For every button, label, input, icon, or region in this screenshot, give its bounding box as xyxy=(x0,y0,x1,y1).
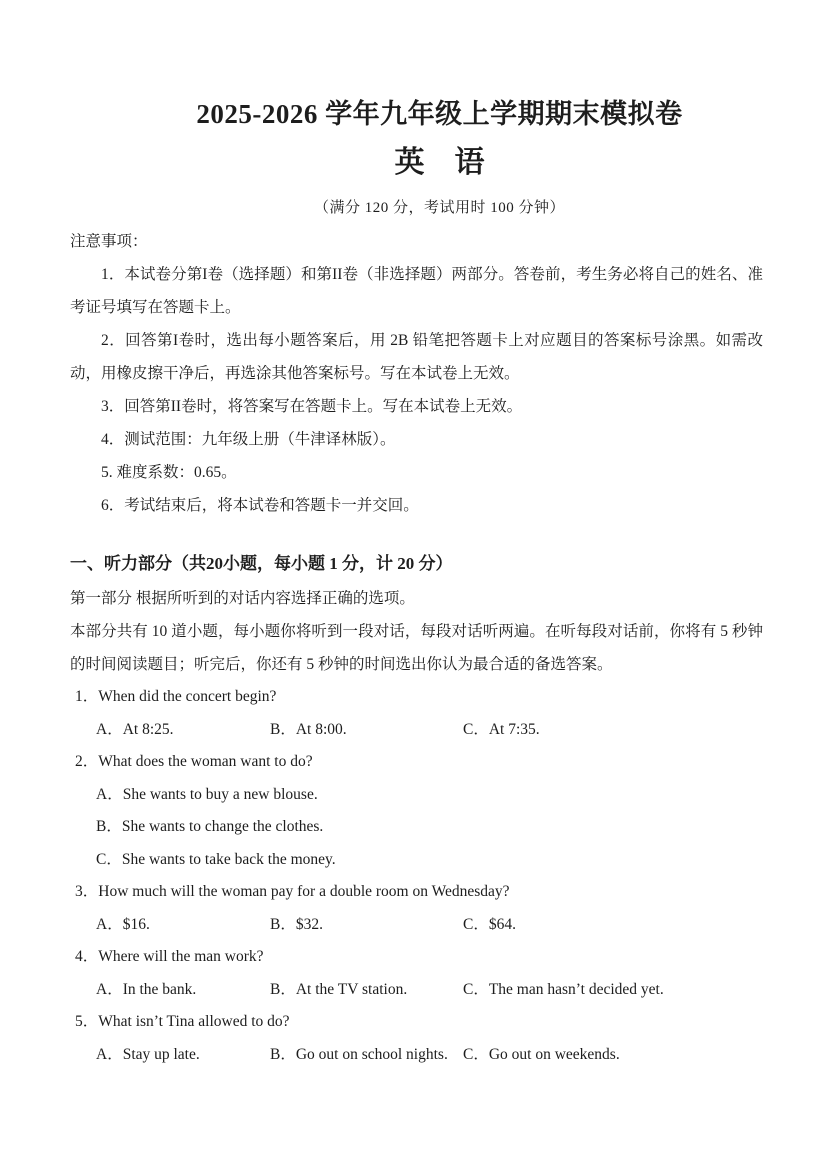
listening-questions xyxy=(70,681,763,1071)
listening-part1-block xyxy=(70,582,763,681)
question-5 xyxy=(70,1006,763,1071)
question-1 xyxy=(70,681,763,746)
listening-part1-heading: 第一部分 根据所听到的对话内容选择正确的选项。 xyxy=(70,590,415,607)
subject-title: 英 语 xyxy=(394,146,485,179)
question-4 xyxy=(70,941,763,1006)
question-1-option-b: B．At 8:00. xyxy=(270,720,347,738)
question-5-option-b: B．Go out on school nights. xyxy=(270,1045,448,1063)
notice-item-6: 6．考试结束后，将本试卷和答题卡一并交回。 xyxy=(101,497,419,514)
question-5-options xyxy=(70,1039,763,1072)
notice-item-5: 5. 难度系数：0.65。 xyxy=(101,464,237,481)
question-4-option-a: A．In the bank. xyxy=(96,980,197,998)
question-2-option-a: A．She wants to buy a new blouse. xyxy=(96,785,318,803)
question-4-text: 4．Where will the man work? xyxy=(75,948,264,965)
notice-item-1: 1．本试卷分第I卷（选择题）和第II卷（非选择题）两部分。答卷前，考生务必将自己的姓名、准考证号填写在答题卡上。 xyxy=(70,266,763,316)
question-2-option-c: C．She wants to take back the money. xyxy=(96,850,336,868)
question-4-options xyxy=(70,974,763,1007)
listening-part1-intro: 本部分共有 10 道小题，每小题你将听到一段对话，每段对话听两遍。在听每段对话前，你将有 5 秒钟的时间阅读题目；听完后，你还有 5 秒钟的时间选出你认为最合适的备选答案。 xyxy=(70,623,763,673)
question-1-text: 1．When did the concert begin? xyxy=(75,688,277,705)
question-4-option-b: B．At the TV station. xyxy=(270,980,408,998)
exam-notices xyxy=(70,225,763,522)
notice-item-3: 3．回答第II卷时，将答案写在答题卡上。写在本试卷上无效。 xyxy=(101,398,523,415)
paper-title: 2025-2026 学年九年级上学期期末模拟卷 xyxy=(196,99,683,129)
question-2-option-b: B．She wants to change the clothes. xyxy=(96,818,324,835)
paper-header xyxy=(116,100,763,217)
question-3-option-b: B．$32. xyxy=(270,915,323,933)
notice-item-2: 2．回答第I卷时，选出每小题答案后，用 2B 铅笔把答题卡上对应题目的答案标号涂黑。如需改动，用橡皮擦干净后，再选涂其他答案标号。写在本试卷上无效。 xyxy=(70,332,763,382)
question-3-text: 3．How much will the woman pay for a double room on Wednesday? xyxy=(75,883,510,900)
question-2 xyxy=(70,746,763,876)
question-2-options xyxy=(70,779,763,877)
question-1-option-a: A．At 8:25. xyxy=(96,720,174,738)
question-5-text: 5．What isn’t Tina allowed to do? xyxy=(75,1013,290,1030)
question-3 xyxy=(70,876,763,941)
question-1-options xyxy=(70,714,763,747)
listening-section-heading: 一、听力部分（共20小题，每小题 1 分，计 20 分） xyxy=(70,554,453,573)
question-3-options xyxy=(70,909,763,942)
notices-label: 注意事项： xyxy=(70,233,148,250)
score-duration-note: （满分 120 分，考试用时 100 分钟） xyxy=(313,200,565,216)
question-5-option-a: A．Stay up late. xyxy=(96,1045,200,1063)
question-3-option-c: C．$64. xyxy=(463,915,516,933)
question-3-option-a: A．$16. xyxy=(96,915,150,933)
question-1-option-c: C．At 7:35. xyxy=(463,720,540,738)
question-4-option-c: C．The man hasn’t decided yet. xyxy=(463,980,664,998)
question-5-option-c: C．Go out on weekends. xyxy=(463,1045,620,1063)
notice-item-4: 4．测试范围：九年级上册（牛津译林版）。 xyxy=(101,431,396,448)
question-2-text: 2．What does the woman want to do? xyxy=(75,753,313,770)
